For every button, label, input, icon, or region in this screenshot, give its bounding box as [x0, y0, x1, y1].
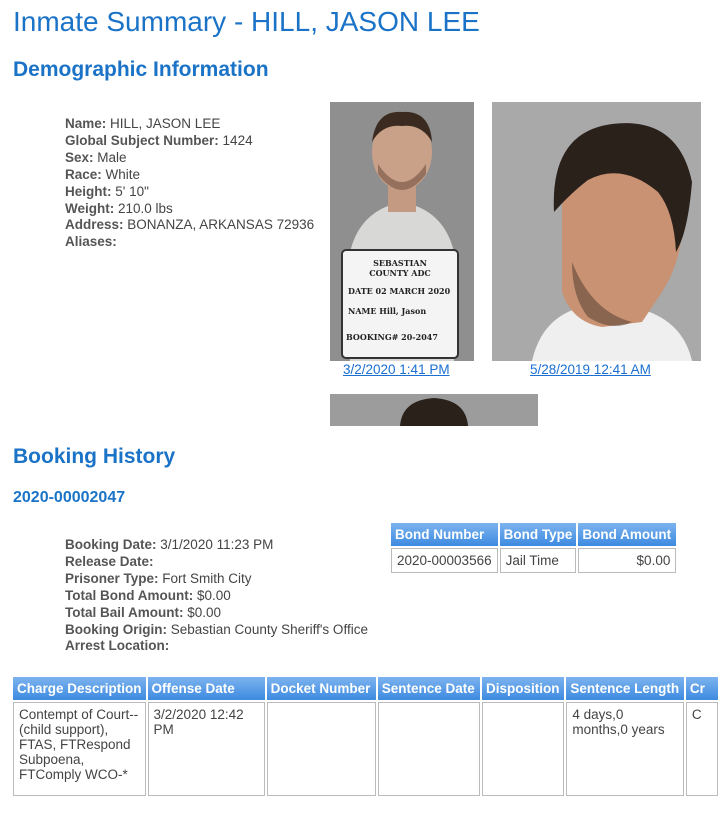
booking-number[interactable]: 2020-00002047	[13, 489, 126, 506]
mugshot-profile-image	[492, 102, 701, 361]
disposition-header: Disposition	[482, 677, 564, 700]
charge-description-header: Charge Description	[13, 677, 146, 700]
demographic-heading: Demographic Information	[13, 58, 269, 81]
sentence-date-cell	[378, 702, 480, 796]
total-bail-row: Total Bail Amount: $0.00	[65, 604, 222, 620]
sentence-date-header: Sentence Date	[378, 677, 480, 700]
booking-origin-row: Booking Origin: Sebastian County Sheriff's Office	[65, 621, 368, 637]
booking-history-heading: Booking History	[13, 445, 176, 468]
credit-cell: C	[686, 702, 718, 796]
table-row	[13, 702, 718, 796]
total-bond-row: Total Bond Amount: $0.00	[65, 587, 231, 603]
sentence-length-header: Sentence Length	[566, 677, 684, 700]
aliases-row: Aliases:	[65, 234, 117, 250]
booking-board: SEBASTIAN COUNTY ADC DATE 02 MARCH 2020 NAME Hill, Jason BOOKING# 20-2047	[346, 258, 451, 342]
booking-info	[65, 537, 368, 655]
sentence-length-cell: 4 days,0 months,0 years	[566, 702, 684, 796]
prisoner-type-row: Prisoner Type: Fort Smith City	[65, 570, 252, 586]
name-row: Name: HILL, JASON LEE	[65, 116, 221, 131]
sex-row: Sex: Male	[65, 149, 127, 165]
charges-table	[11, 675, 720, 798]
photo-caption-1[interactable]: 3/2/2020 1:41 PM	[343, 362, 450, 377]
release-date-row: Release Date:	[65, 553, 154, 569]
photo-caption-2[interactable]: 5/28/2019 12:41 AM	[530, 362, 651, 377]
docket-number-cell	[267, 702, 376, 796]
bond-type-cell: Jail Time	[500, 548, 577, 573]
disposition-cell	[482, 702, 564, 796]
booking-date-row: Booking Date: 3/1/2020 11:23 PM	[65, 537, 274, 552]
charges-header-row	[13, 677, 718, 700]
bond-table	[389, 521, 678, 575]
bond-header-row	[391, 523, 676, 546]
mugshot-third-image	[330, 394, 538, 426]
docket-number-header: Docket Number	[267, 677, 376, 700]
offense-date-cell: 3/2/2020 12:42 PM	[148, 702, 265, 796]
mugshot-front[interactable]	[330, 102, 474, 361]
demographic-info	[65, 116, 314, 251]
bond-number-header: Bond Number	[391, 523, 498, 546]
bond-amount-header: Bond Amount	[578, 523, 676, 546]
bond-number-cell: 2020-00003566	[391, 548, 498, 573]
bond-amount-cell: $0.00	[578, 548, 676, 573]
page-title: Inmate Summary - HILL, JASON LEE	[13, 6, 480, 37]
table-row	[391, 548, 676, 573]
address-row: Address: BONANZA, ARKANSAS 72936	[65, 217, 315, 233]
bond-type-header: Bond Type	[500, 523, 577, 546]
arrest-location-row: Arrest Location:	[65, 638, 170, 654]
credit-header: Cr	[686, 677, 718, 700]
offense-date-header: Offense Date	[148, 677, 265, 700]
weight-row: Weight: 210.0 lbs	[65, 200, 173, 216]
gsn-row: Global Subject Number: 1424	[65, 132, 253, 148]
mugshot-third-partial[interactable]	[330, 394, 538, 426]
charge-description-cell: Contempt of Court--(child support), FTAS, FTRespond Subpoena, FTComply WCO-*	[13, 702, 146, 796]
mugshot-profile[interactable]	[492, 102, 701, 361]
height-row: Height: 5' 10"	[65, 183, 149, 199]
race-row: Race: White	[65, 166, 141, 182]
